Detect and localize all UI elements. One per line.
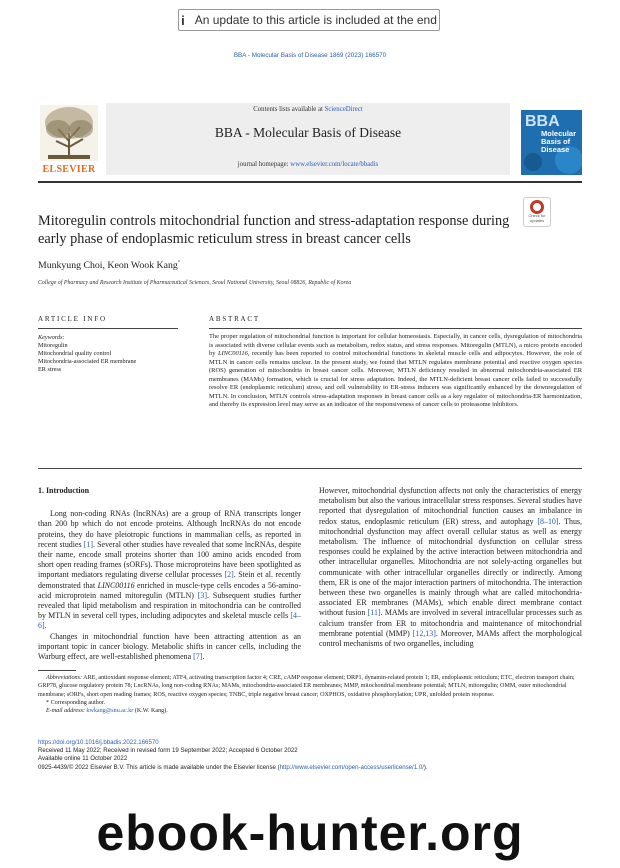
author-separator: ,	[102, 260, 105, 271]
citation-link[interactable]: [3]	[197, 590, 208, 600]
citation-link[interactable]: [11]	[367, 608, 381, 618]
keywords-heading: Keywords:	[38, 334, 65, 341]
license-link[interactable]: http://www.elsevier.com/open-access/userlicense/1.0/	[279, 763, 424, 771]
header-rule	[38, 181, 582, 183]
doi-link[interactable]: https://doi.org/10.1016/j.bbadis.2022.166570	[38, 739, 159, 746]
journal-title: BBA - Molecular Basis of Disease	[214, 125, 402, 140]
cover-subtitle-1: Molecular	[541, 129, 577, 138]
citation-link[interactable]: [4–6]	[38, 611, 301, 631]
update-banner[interactable]	[178, 9, 440, 31]
author-name[interactable]: Munkyung Choi	[38, 260, 103, 271]
citation-link[interactable]: [1]	[83, 539, 93, 549]
keyword: Mitoregulin	[38, 342, 68, 349]
article-info-heading: ARTICLE INFO	[38, 315, 107, 323]
left-column	[38, 486, 301, 662]
author-list	[38, 260, 180, 271]
keyword: ER stress	[38, 366, 62, 373]
article-footer	[38, 739, 582, 772]
cover-subtitle	[541, 130, 576, 154]
citation-link[interactable]: [12,13]	[412, 628, 436, 638]
cover-subtitle-3: Disease	[541, 145, 570, 154]
article-info-rule	[38, 328, 178, 329]
right-column	[319, 486, 582, 649]
contents-prefix: Contents lists available at	[253, 106, 323, 113]
contents-line	[106, 106, 510, 113]
cover-subtitle-2: Basis of	[541, 137, 571, 146]
journal-header	[38, 103, 582, 175]
citation-link[interactable]: [2]	[224, 570, 234, 580]
received-dates: Received 11 May 2022; Received in revised form 19 September 2022; Accepted 6 October 2022	[38, 747, 298, 755]
keywords-block	[38, 334, 136, 374]
journal-citation[interactable]: BBA - Molecular Basis of Disease 1869 (2023) 166570	[233, 52, 387, 59]
update-banner-text: An update to this article is included at the end	[194, 13, 437, 27]
citation-link[interactable]: [8–10]	[537, 516, 559, 526]
keyword: Mitochondrial quality control	[38, 350, 112, 357]
paragraph: Long non-coding RNAs (lncRNAs) are a group of RNA transcripts longer than 200 bp which do not encode proteins. Although lncRNAs do not encode proteins, they do have pleiotropic functions in mammalian cells, as reported in recent studies [1]. Several other studies have revealed that some lncRNAs, despite their name, encode small proteins shorter than 100 amino acids encoded from short open reading frames (sORFs). Those microproteins have been spotlighted as important mediators regulating diverse cellular processes [2]. Stein et al. recently demonstrated that LINC00116 enriched in muscle-type cells encodes a 56-amino-acid microprotein named mitoregulin (MTLN) [3]. Subsequent studies further revealed that lipid metabolism and respiration in mitochondria can be controlled by MTLN in several cell types, including adipocytes and skeletal muscle cells [4–6].	[38, 509, 302, 631]
journal-cover	[521, 110, 582, 175]
abstract-bottom-rule	[38, 468, 582, 469]
homepage-prefix: journal homepage:	[237, 161, 289, 168]
corresponding-author-note: * Corresponding author.	[46, 699, 106, 706]
abstract-text: The proper regulation of mitochondrial function is important for cellular homeostasis. Especially, in cancer cells, dysregulation of mitochondria is associated with diverse cellular events such as metabolism, redox status, and stress responses. Mitoregulin (MTLN), a micro protein encoded by LINC00116, recently has been reported to control mitochondrial functions in skeletal muscle cells and adipocytes. However, the role of MTLN in cancer cells remains unclear. In the present study, we found that MTLN regulates membrane potential and reactive oxygen species (ROS) generation of mitochondria in breast cancer cells. Moreover, MTLN deficiency resulted in abnormal mitochondria-associated ER membranes (MAMs) formation, which is crucial for stress adaptation. Indeed, the MTLN-deficient breast cancer cells failed to successfully resolve ER (endoplasmic reticulum) stress, and cell vulnerability to ER-stress inducers was significantly enhanced by the downregulation of MTLN. In conclusion, MTLN controls stress-adaptation responses in breast cancer cells as a key regulator of mitochondria-ER harmonization, and thereby its expression level may serve as an indicator of the responsiveness of cancer cells to proteasome inhibitors.	[209, 333, 582, 409]
abbreviations-footnote: Abbreviations: ARE, antioxidant response element; ATF4, activating transcription factor 4; CRE, cAMP response element; DRP1, dynamin-related protein 1; ER, endoplasmic reticulum; ETC, electron transport chain; GRP78, glucose regulatory protein 78; LncRNAs, long non-coding RNAs; MAMs, mitochondria-associated ER membranes; MMP, mitochondrial membrane potential; MTLN, mitoregulin; OMM, outer mitochondrial membrane; sORFs, short open reading frames; ROS, reactive oxygen species; TNBC, triple negative breast cancer; OXPHOS, oxidative phosphorylation; UPR, unfolded protein response.	[38, 675, 575, 698]
article-title: Mitoregulin controls mitochondrial function and stress-adaptation response during early phase of endoplasmic reticulum stress in breast cancer cells	[38, 213, 510, 247]
check-for-updates-button[interactable]	[523, 197, 551, 227]
section-heading-introduction: 1. Introduction	[38, 486, 90, 495]
citation-link[interactable]: [7]	[193, 652, 203, 662]
paragraph: Changes in mitochondrial function have been attracting attention as an important topic in cancer biology. Metabolic shifts in cancer cells, including the Warburg effect, are well-established phenomena [7].	[38, 631, 301, 662]
copyright-line: 0925-4439/© 2022 Elsevier B.V. This article is made available under the Elsevier license (http://www.elsevier.com/open-access/userlicense/1.0/).	[38, 763, 428, 771]
paragraph: However, mitochondrial dysfunction affects not only the characteristics of energy metabolism but also the various intracellular stress responses. Several studies have reported that dysregulation of mitochondrial function causes an imbalance in redox status, endoplasmic reticulum (ER) stress, and autophagy [8–10]. Thus, mitochondrial dysfunction may affect overall cellular status as well as energy metabolism. The influence of mitochondrial dysfunction on cellular stress responses could be explained by the active interaction between mitochondria and other intracellular organelles. Mitochondria are not solely-acting organelles but communicate with other intracellular organelles directly or indirectly. Among them, ER is one of the major interaction partners of mitochondria. The interaction between these two organelles is mainly through what are called mitochondria-associated ER membranes (MAMs), which enable direct membrane contact without fusion [11]. MAMs are involved in several intracellular processes such as calcium transfer from ER to mitochondria and maintenance of mitochondrial membrane potential (MMP) [12,13]. Moreover, MAMs affect the morphological control mechanisms of two organelles, including	[319, 486, 582, 649]
info-icon: i	[181, 12, 185, 28]
online-date: Available online 11 October 2022	[38, 755, 128, 763]
publisher-name: ELSEVIER	[42, 164, 96, 175]
corresponding-mark[interactable]: *	[177, 260, 181, 266]
abstract-heading: ABSTRACT	[209, 315, 260, 323]
cover-title: BBA	[525, 113, 560, 130]
keyword: Mitochondria-associated ER membrane	[38, 358, 137, 365]
check-updates-line2: updates	[529, 217, 545, 223]
check-updates-line1: Check for	[528, 213, 546, 218]
affiliation: College of Pharmacy and Research Institute of Pharmaceutical Sciences, Seoul National University, Seoul 08826, Republic of Korea	[38, 280, 352, 286]
homepage-line	[106, 161, 510, 168]
check-updates-icon	[530, 200, 544, 214]
footnotes	[38, 674, 582, 715]
email-link[interactable]: kwkang@snu.ac.kr	[86, 708, 134, 715]
journal-info-box	[106, 103, 510, 175]
author-name[interactable]: Keon Wook Kang	[107, 260, 178, 271]
homepage-link[interactable]: www.elsevier.com/locate/bbadis	[290, 161, 379, 168]
footnote-rule	[38, 670, 76, 671]
email-note: E-mail address: kwkang@snu.ac.kr (K.W. Kang).	[46, 708, 168, 715]
abstract-rule	[209, 328, 582, 329]
sciencedirect-link[interactable]: ScienceDirect	[324, 106, 363, 113]
watermark: ebook-hunter.org	[96, 805, 524, 861]
